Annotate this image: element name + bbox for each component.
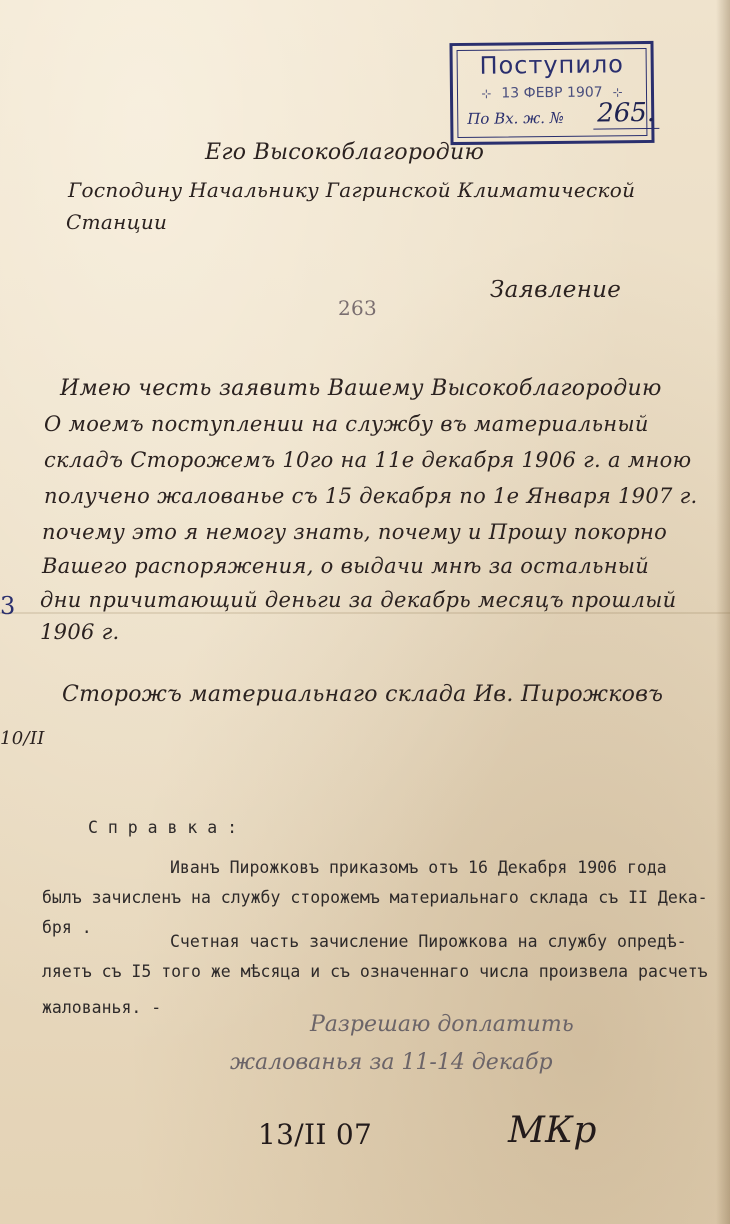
spravka-line: ляетъ съ I5 того же мѣсяца и съ означеннаго числа произвела расчетъ (42, 962, 708, 981)
spravka-line: Счетная часть зачисление Пирожкова на службу опредѣ- (170, 932, 687, 951)
body-line: 1906 г. (40, 620, 120, 644)
body-line: О моемъ поступлении на службу въ материальный (44, 412, 649, 436)
margin-mark: 3 (0, 592, 16, 620)
stamp-ornament-icon: ⊹ (481, 86, 492, 101)
stamp-ref-label: По Вх. ж. № (467, 108, 565, 128)
resolution-line-2: жалованья за 11-14 декабр (230, 1050, 553, 1075)
stamp-date: 13 ФЕВР 1907 (501, 84, 603, 102)
spravka-line: Иванъ Пирожковъ приказомъ отъ 16 Декабря 1906 года (170, 858, 667, 877)
resolution-initials: МКр (508, 1110, 597, 1151)
body-line: дни причитающий деньги за декабрь месяцъ прошлый (40, 588, 677, 612)
stamp-title: Поступило (479, 50, 625, 80)
received-stamp (449, 41, 654, 145)
spravka-title: С п р а в к а : (88, 818, 238, 837)
spravka-line: былъ зачисленъ на службу сторожемъ материальнаго склада съ II Дека- (42, 888, 708, 907)
body-line: получено жалованье съ 15 декабря по 1е Января 1907 г. (44, 484, 698, 508)
faint-number-mark: 263 (338, 296, 378, 320)
spravka-line: бря . (42, 918, 92, 937)
paper-fold (0, 612, 730, 614)
resolution-line-1: Разрешаю доплатить (310, 1012, 574, 1037)
margin-mark: 10/II (0, 728, 45, 749)
body-line: Вашего распоряжения, о выдачи мнѣ за остальный (42, 554, 650, 578)
stamp-number: 265. (593, 98, 659, 130)
stamp-ornament-icon: ⊹ (612, 85, 623, 100)
address-line-3: Станции (66, 210, 168, 234)
spravka-line: жалованья. - (42, 998, 162, 1017)
body-line: складъ Сторожемъ 10го на 11е декабря 1906 г. а мною (44, 448, 692, 472)
address-line-2: Господину Начальнику Гагринской Климатической (68, 178, 636, 202)
body-line: почему это я немогу знать, почему и Прошу покорно (42, 520, 668, 544)
address-line-1: Его Высокоблагородию (205, 140, 485, 165)
document-heading: Заявление (490, 277, 622, 303)
resolution-date: 13/II 07 (258, 1118, 373, 1151)
applicant-signature: Сторожъ материальнаго склада Ив. Пирожковъ (62, 682, 664, 707)
body-line: Имею честь заявить Вашему Высокоблагородию (60, 376, 662, 401)
